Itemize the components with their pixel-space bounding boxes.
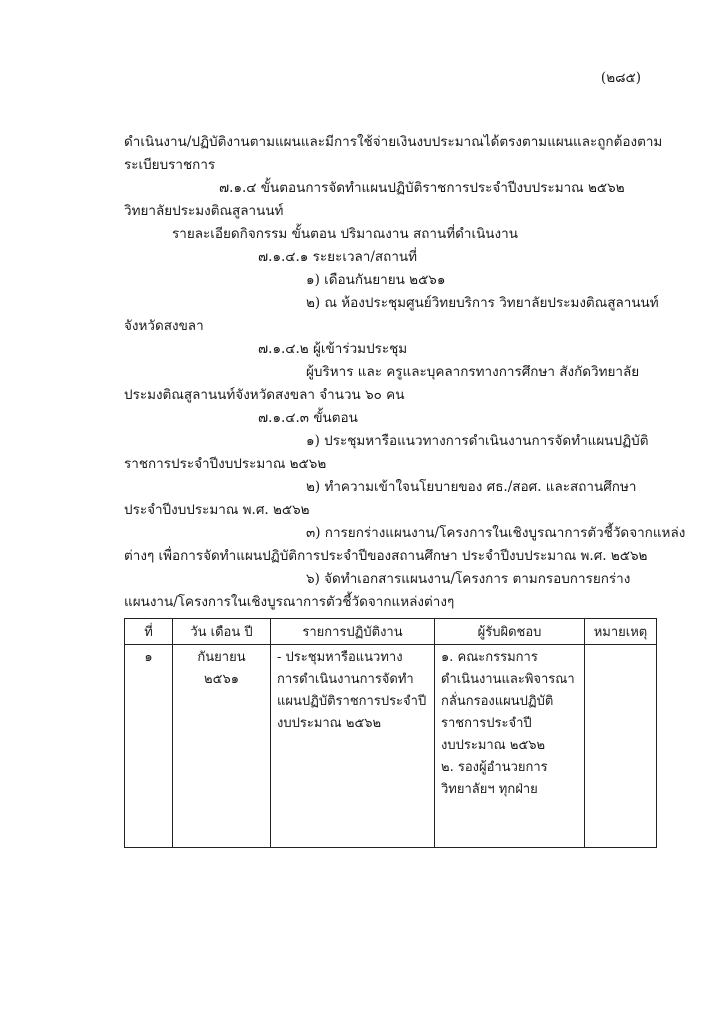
- responsible-line: ดำเนินงานและพิจารณา: [441, 672, 575, 687]
- responsible-line: กลั่นกรองแผนปฏิบัติ: [441, 694, 554, 709]
- cell-remark: [585, 645, 657, 848]
- body-line-2: ระเบียบราชการ: [124, 157, 216, 173]
- step-2-cont: ประจำปีงบประมาณ พ.ศ. ๒๕๖๒: [124, 502, 310, 518]
- table-row: [125, 645, 657, 848]
- step-2: ๒) ทำความเข้าใจนโยบายของ ศธ./สอศ. และสถานศึกษา: [306, 479, 637, 495]
- step-3: ๓) การยกร่างแผนงาน/โครงการในเชิงบูรณาการตัวชี้วัดจากแหล่ง: [306, 525, 686, 541]
- page-number: (๒๘๕): [600, 70, 641, 86]
- header-date: วัน เดือน ปี: [173, 619, 271, 645]
- body-line-11: ผู้บริหาร และ ครูและบุคลากรทางการศึกษา สังกัดวิทยาลัย: [306, 364, 640, 380]
- date-year: ๒๕๖๑: [204, 672, 239, 687]
- table-header-row: [125, 619, 657, 645]
- activity-line: การดำเนินงานการจัดทำ: [277, 672, 414, 687]
- item-time: ๑) เดือนกันยายน ๒๕๖๑: [306, 272, 446, 288]
- activity-line: งบประมาณ ๒๕๖๒: [277, 716, 382, 731]
- responsible-line: ๑. คณะกรรมการ: [441, 650, 538, 665]
- date-month: กันยายน: [197, 650, 246, 665]
- section-heading-7-1-4: ๗.๑.๔ ขั้นตอนการจัดทำแผนปฏิบัติราชการประจำปีงบประมาณ ๒๕๖๒: [219, 180, 625, 196]
- responsible-line: ๒. รองผู้อำนวยการ: [441, 760, 548, 775]
- step-1: ๑) ประชุมหารือแนวทางการดำเนินงานการจัดทำแผนปฏิบัติ: [306, 433, 649, 449]
- activity-line: - ประชุมหารือแนวทาง: [277, 650, 403, 665]
- cell-responsible: [435, 645, 585, 848]
- step-3-cont: ต่างๆ เพื่อการจัดทำแผนปฏิบัติการประจำปีของสถานศึกษา ประจำปีงบประมาณ พ.ศ. ๒๕๖๒: [124, 548, 648, 564]
- body-line-5: รายละเอียดกิจกรรม ขั้นตอน ปริมาณงาน สถานที่ดำเนินงาน: [172, 226, 518, 242]
- responsible-line: ราชการประจำปี: [441, 716, 532, 731]
- header-remark: หมายเหตุ: [585, 619, 657, 645]
- subsection-7-1-4-3: ๗.๑.๔.๓ ขั้นตอน: [258, 410, 358, 426]
- header-activity: รายการปฏิบัติงาน: [271, 619, 435, 645]
- step-1-cont: ราชการประจำปีงบประมาณ ๒๕๖๒: [124, 456, 327, 472]
- body-line-1: ดำเนินงาน/ปฏิบัติงานตามแผนและมีการใช้จ่ายเงินงบประมาณได้ตรงตามแผนและถูกต้องตาม: [124, 134, 663, 150]
- item-place: ๒) ณ ห้องประชุมศูนย์วิทยบริการ วิทยาลัยประมงติณสูลานนท์: [306, 295, 659, 311]
- body-line-9: จังหวัดสงขลา: [124, 318, 204, 334]
- cell-date: [173, 645, 271, 848]
- body-line-12: ประมงติณสูลานนท์จังหวัดสงขลา จำนวน ๖๐ คน: [124, 387, 405, 403]
- step-6: ๖) จัดทำเอกสารแผนงาน/โครงการ ตามกรอบการยกร่าง: [306, 571, 631, 587]
- header-no: ที่: [125, 619, 173, 645]
- cell-no: ๑: [125, 645, 173, 848]
- body-line-4: วิทยาลัยประมงติณสูลานนท์: [124, 203, 284, 219]
- subsection-7-1-4-1: ๗.๑.๔.๑ ระยะเวลา/สถานที่: [258, 249, 418, 265]
- activity-line: แผนปฏิบัติราชการประจำปี: [277, 694, 427, 709]
- responsible-line: งบประมาณ ๒๕๖๒: [441, 738, 546, 753]
- responsible-line: วิทยาลัยฯ ทุกฝ่าย: [441, 782, 538, 797]
- subsection-7-1-4-2: ๗.๑.๔.๒ ผู้เข้าร่วมประชุม: [258, 341, 408, 357]
- step-6-cont: แผนงาน/โครงการในเชิงบูรณาการตัวชี้วัดจากแหล่งต่างๆ: [124, 594, 455, 610]
- cell-activity: [271, 645, 435, 848]
- activity-table: [124, 618, 657, 848]
- header-responsible: ผู้รับผิดชอบ: [435, 619, 585, 645]
